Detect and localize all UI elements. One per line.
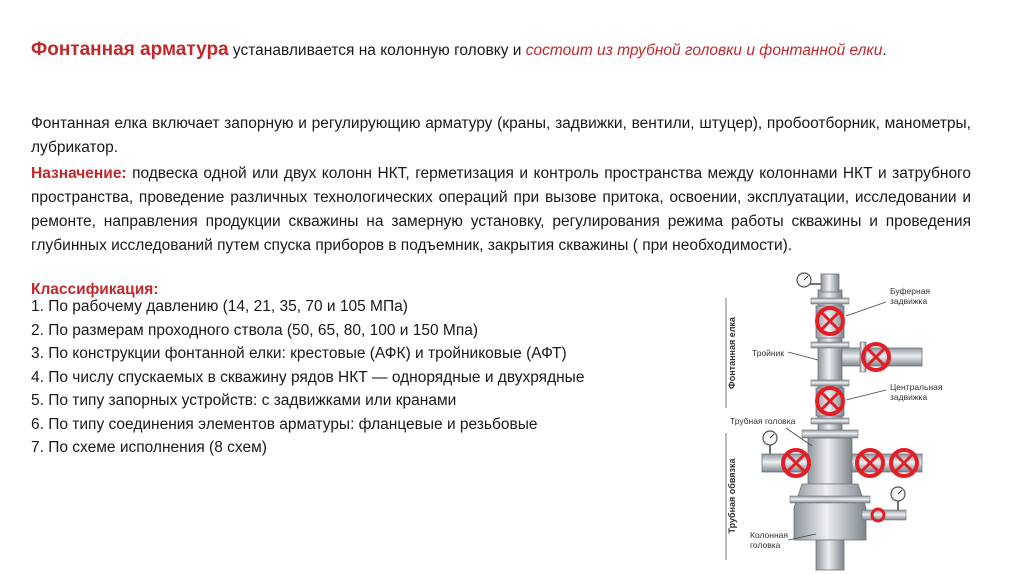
- tubing-head-body: [808, 438, 852, 484]
- intro-italic: состоит из трубной головки и фонтанной елки: [525, 42, 883, 59]
- casing-head-body: [794, 484, 866, 540]
- label-casing-head-2: головка: [750, 540, 781, 550]
- label-casing-head: Колонная: [750, 530, 788, 540]
- classification-item: 1. По рабочему давлению (14, 21, 35, 70 и 105 МПа): [31, 298, 408, 315]
- intro-term: Фонтанная арматура: [31, 39, 229, 60]
- label-binding: Трубная обвязка: [727, 458, 737, 534]
- tree-description: Фонтанная елка включает запорную и регулирующию арматуру (краны, задвижки, вентили, штуцер), пробоотборник, манометры, лубрикатор.: [31, 115, 971, 156]
- classification-item: 4. По числу спускаемых в скважину рядов НКТ — однорядные и двухрядные: [31, 368, 585, 386]
- classification-list: [31, 295, 584, 460]
- label-buffer-valve-2: задвижка: [890, 296, 928, 306]
- classification-item: 3. По конструкции фонтанной елки: крестовые (АФК) и тройниковые (АФТ): [31, 345, 567, 362]
- purpose-text: подвеска одной или двух колонн НКТ, герметизация и контроль пространства между колоннами НКТ и затрубного пространства, проведение различных технологических операций при вызове притока, освоении, эксплуатации, исследовании и ремонте, направления продукции скважины на замерную установку, регулирования режима работы скважины и проведения глубинных исследований путем спуска приборов в подъемник, закрытия скважины ( при необходимости).: [31, 165, 971, 254]
- classification-item: 6. По типу соединения элементов арматуры: фланцевые и резьбовые: [31, 415, 538, 433]
- label-central-valve: Центральная: [890, 382, 943, 392]
- label-buffer-valve: Буферная: [890, 286, 931, 296]
- intro-end: .: [882, 42, 887, 59]
- classification-item: 5. По типу запорных устройств: с задвижками или кранами: [31, 392, 457, 409]
- label-central-valve-2: задвижка: [890, 392, 928, 402]
- classification-item: 7. По схеме исполнения (8 схем): [31, 439, 267, 456]
- intro-middle: устанавливается на колонную головку и: [228, 42, 526, 59]
- top-cap: [821, 274, 839, 292]
- label-tee: Тройник: [752, 348, 785, 358]
- classification-item: 2. По размерам проходного ствола (50, 65, 80, 100 и 150 Мпа): [31, 321, 479, 339]
- label-tree: Фонтанная елка: [727, 317, 737, 389]
- purpose-paragraph: [31, 162, 971, 258]
- intro-paragraph: [31, 38, 971, 63]
- purpose-label: Назначение:: [31, 165, 127, 182]
- label-tubing-head: Трубная головка: [730, 416, 796, 426]
- classification-title: Классификация:: [31, 281, 159, 298]
- wellhead-diagram: [690, 268, 980, 574]
